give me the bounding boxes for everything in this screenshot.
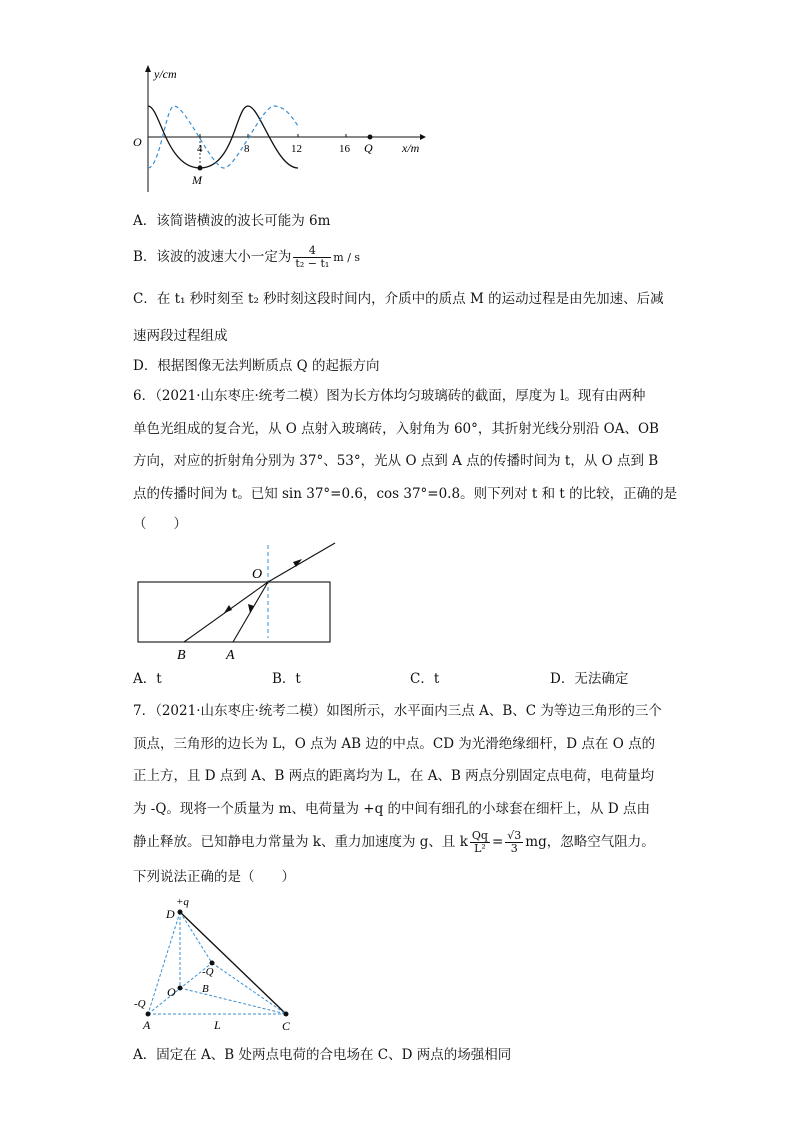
label-a: A xyxy=(226,648,235,663)
point-m-label: M xyxy=(192,173,202,187)
dash-bc xyxy=(212,963,286,1014)
label-d: D xyxy=(166,907,175,921)
q5-option-b xyxy=(133,245,360,270)
incident-ray xyxy=(268,543,335,582)
label-plus-q: +q xyxy=(176,896,189,908)
q7-rhs-fraction xyxy=(505,830,523,855)
point-q-dot xyxy=(368,135,373,140)
q5-option-b-fraction xyxy=(293,245,331,270)
q6-option-c: C．t xyxy=(410,671,440,687)
point-m-dot xyxy=(198,166,203,171)
x-axis-label: x/m xyxy=(402,141,420,155)
q5-b-den: t₂ − t₁ xyxy=(295,257,330,270)
q5-b-unit: m / s xyxy=(333,251,361,264)
point-c-dot xyxy=(284,1012,289,1017)
rod-cd xyxy=(180,912,286,1014)
label-b: B xyxy=(202,983,209,995)
y-axis-arrow xyxy=(145,65,151,72)
q7-line-5-prefix: 静止释放。已知静电力常量为 k、重力加速度为 g、且 k xyxy=(133,834,468,850)
q7-line-3: 正上方，且 D 点到 A、B 两点的距离均为 L，在 A、B 两点分别固定点电荷，电荷量均 xyxy=(133,768,655,784)
label-c: C xyxy=(282,1019,291,1033)
ray-ob-arrow xyxy=(224,605,232,613)
q7-line-5 xyxy=(133,830,655,855)
q7-frac-den: L² xyxy=(474,842,486,855)
q6-line-5: （ ） xyxy=(133,516,187,532)
label-b: B xyxy=(177,648,186,663)
q7-rhs-num: √3 xyxy=(507,829,522,842)
point-a-dot xyxy=(146,1012,151,1017)
label-minus-q-a: -Q xyxy=(134,998,146,1010)
origin-label: O xyxy=(133,135,142,149)
label-l: L xyxy=(214,1018,221,1032)
q6-option-b: B．t xyxy=(272,671,301,687)
q7-line-4: 为 -Q。现将一个质量为 m、电荷量为 +q 的中间有细孔的小球套在细杆上，从 D 点由 xyxy=(133,801,650,817)
tick-label-16: 16 xyxy=(339,143,350,155)
label-minus-q-b: -Q xyxy=(202,966,214,978)
label-a: A xyxy=(143,1018,151,1032)
q6-line-4: 点的传播时间为 t。已知 sin 37°=0.6，cos 37°=0.8。则下列对 t 和 t 的比较，正确的是 xyxy=(133,486,678,502)
wave-graph xyxy=(128,62,428,194)
point-q-label: Q xyxy=(364,141,373,155)
q7-option-a: A．固定在 A、B 处两点电荷的合电场在 C、D 两点的场强相同 xyxy=(133,1047,512,1063)
q7-frac-num: Qq xyxy=(471,829,488,842)
q5-option-c-line2: 速两段过程组成 xyxy=(133,328,228,344)
q6-option-d: D．无法确定 xyxy=(550,671,629,687)
tick-label-4: 4 xyxy=(197,143,203,155)
q7-rhs-den: 3 xyxy=(510,842,518,855)
dash-oc xyxy=(180,988,286,1014)
q7-line-2: 顶点，三角形的边长为 L，O 点为 AB 边的中点。CD 为光滑绝缘细杆，D 点在 O 点的 xyxy=(133,736,656,752)
tick-label-12: 12 xyxy=(291,143,302,155)
label-o: O xyxy=(167,985,176,999)
point-b-dot xyxy=(210,961,215,966)
triangle-figure xyxy=(130,893,310,1033)
q7-line-5-suffix: mg，忽略空气阻力。 xyxy=(525,834,655,850)
q6-option-a: A．t xyxy=(133,671,162,687)
q5-option-c-line1: C．在 t₁ 秒时刻至 t₂ 秒时刻这段时间内，介质中的质点 M 的运动过程是由先加速、后减 xyxy=(133,291,664,307)
q7-line-6: 下列说法正确的是（ ） xyxy=(133,869,295,885)
glass-block xyxy=(138,582,330,642)
q6-line-2: 单色光组成的复合光，从 O 点射入玻璃砖，入射角为 60°，其折射光线分别沿 OA、OB xyxy=(133,421,659,437)
q5-option-a: A．该简谐横波的波长可能为 6m xyxy=(133,213,331,229)
tick-label-8: 8 xyxy=(244,143,250,155)
label-o: O xyxy=(252,567,263,582)
q6-line-1: 6．（2021·山东枣庄·统考二模）图为长方体均匀玻璃砖的截面，厚度为 l。现有由两种 xyxy=(133,388,646,404)
q5-option-b-text: B．该波的波速大小一定为 xyxy=(133,249,292,265)
q7-line-1: 7．（2021·山东枣庄·统考二模）如图所示，水平面内三点 A、B、C 为等边三角形的三个 xyxy=(133,703,662,719)
point-d-dot xyxy=(178,910,183,915)
y-axis-label: y/cm xyxy=(154,67,177,81)
glass-block-figure xyxy=(130,540,350,665)
q5-option-d: D．根据图像无法判断质点 Q 的起振方向 xyxy=(133,358,380,374)
q7-kqq-fraction xyxy=(470,830,490,855)
x-axis-arrow xyxy=(420,134,426,140)
q7-equals: = xyxy=(491,834,504,850)
point-o-dot xyxy=(178,986,183,991)
q5-b-num: 4 xyxy=(293,245,331,258)
q6-line-3: 方向，对应的折射角分别为 37°、53°，光从 O 点到 A 点的传播时间为 t，从 O 点到 B xyxy=(133,453,659,469)
